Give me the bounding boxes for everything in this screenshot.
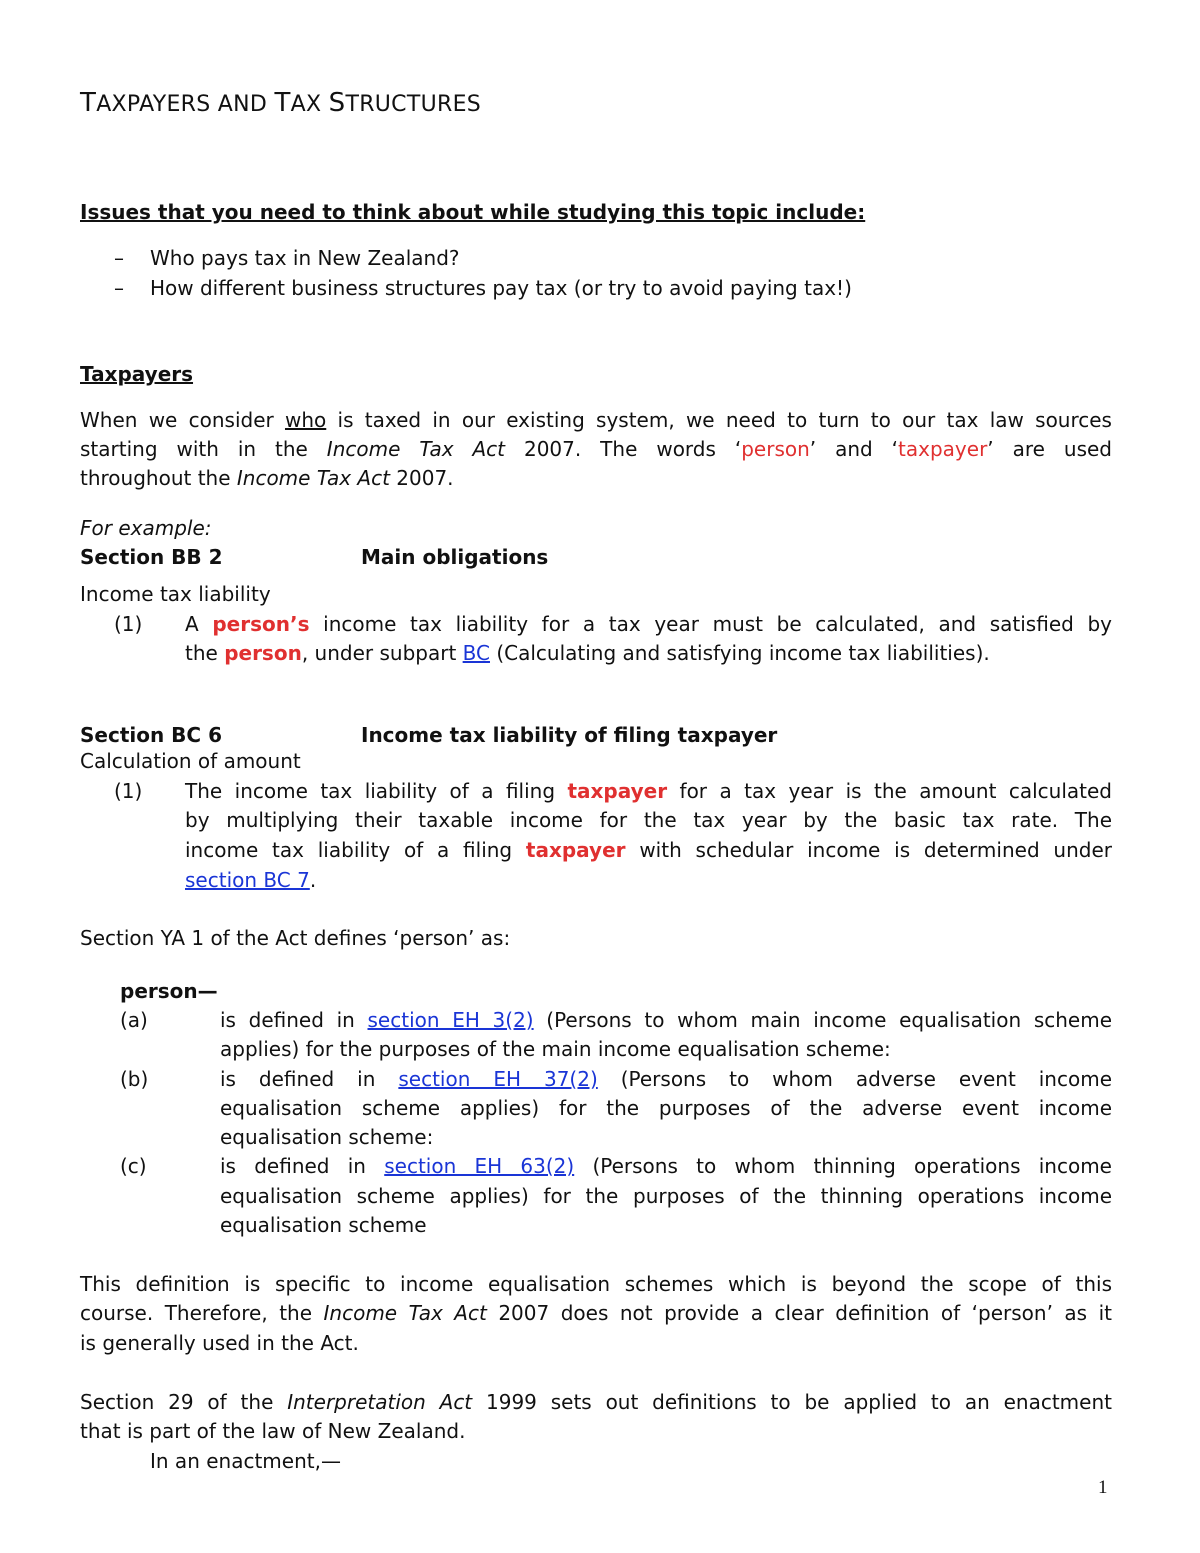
subsection-line: income tax liability of a filing taxpayer with schedular income is determined under: [185, 838, 1112, 862]
issue-item: Who pays tax in New Zealand?: [150, 246, 460, 270]
subsection-number: (1): [114, 612, 143, 636]
document-title: TAXPAYERS AND TAX STRUCTURES: [80, 88, 482, 118]
definition-label: (c): [120, 1154, 147, 1178]
section-bc6-subheading: Calculation of amount: [80, 749, 301, 773]
section-bb2-heading: Main obligations: [361, 545, 549, 569]
paragraph-line: Section 29 of the Interpretation Act 1999 sets out definitions to be applied to an enactment: [80, 1390, 1112, 1414]
issues-heading: Issues that you need to think about while studying this topic include:: [80, 200, 866, 224]
paragraph-line: is generally used in the Act.: [80, 1331, 359, 1355]
subsection-line: section BC 7.: [185, 868, 317, 892]
paragraph-line: that is part of the law of New Zealand.: [80, 1419, 466, 1443]
section-bb2-subheading: Income tax liability: [80, 582, 271, 606]
paragraph-line: When we consider who is taxed in our existing system, we need to turn to our tax law sources: [80, 408, 1112, 432]
subsection-number: (1): [114, 779, 143, 803]
definition-line: is defined in section EH 37(2) (Persons to whom adverse event income: [220, 1067, 1113, 1091]
section-eh3-link[interactable]: section EH 3(2): [367, 1008, 534, 1032]
page-number: 1: [1098, 1477, 1108, 1498]
section-eh63-link[interactable]: section EH 63(2): [384, 1154, 575, 1178]
issue-dash: –: [114, 276, 124, 300]
subsection-line: the person, under subpart BC (Calculating and satisfying income tax liabilities).: [185, 641, 990, 665]
definition-line: applies) for the purposes of the main income equalisation scheme:: [220, 1037, 891, 1061]
paragraph-line: course. Therefore, the Income Tax Act 2007 does not provide a clear definition of ‘person’ as it: [80, 1301, 1112, 1325]
issue-item: How different business structures pay tax (or try to avoid paying tax!): [150, 276, 852, 300]
definition-line: is defined in section EH 3(2) (Persons to whom main income equalisation scheme: [220, 1008, 1112, 1032]
section-bc6-number: Section BC 6: [80, 723, 222, 747]
ya1-intro: Section YA 1 of the Act defines ‘person’ as:: [80, 926, 511, 950]
definition-line: equalisation scheme:: [220, 1125, 434, 1149]
paragraph-line: throughout the Income Tax Act 2007.: [80, 466, 454, 490]
definition-line: equalisation scheme applies) for the purposes of the thinning operations income: [220, 1184, 1112, 1208]
paragraph-line: In an enactment,—: [150, 1449, 341, 1473]
for-example-label: For example:: [80, 516, 212, 540]
subsection-line: by multiplying their taxable income for the tax year by the basic tax rate. The: [185, 808, 1112, 832]
issue-dash: –: [114, 246, 124, 270]
document-page: [80, 0, 1112, 1553]
taxpayers-heading: Taxpayers: [80, 362, 194, 386]
definition-line: equalisation scheme applies) for the purposes of the adverse event income: [220, 1096, 1112, 1120]
subpart-bc-link[interactable]: BC: [462, 641, 490, 665]
paragraph-line: starting with in the Income Tax Act 2007. The words ‘person’ and ‘taxpayer’ are used: [80, 437, 1112, 461]
definition-line: is defined in section EH 63(2) (Persons to whom thinning operations income: [220, 1154, 1112, 1178]
section-bb2-number: Section BB 2: [80, 545, 223, 569]
definition-label: (a): [120, 1008, 148, 1032]
subsection-line: The income tax liability of a filing taxpayer for a tax year is the amount calculated: [185, 779, 1112, 803]
definition-term: person—: [120, 979, 218, 1003]
subsection-line: A person’s income tax liability for a tax year must be calculated, and satisfied by: [185, 612, 1113, 636]
paragraph-line: This definition is specific to income equalisation schemes which is beyond the scope of this: [80, 1272, 1112, 1296]
definition-label: (b): [120, 1067, 149, 1091]
definition-line: equalisation scheme: [220, 1213, 427, 1237]
section-bc6-heading: Income tax liability of filing taxpayer: [361, 723, 778, 747]
section-bc7-link[interactable]: section BC 7: [185, 868, 310, 892]
section-eh37-link[interactable]: section EH 37(2): [398, 1067, 598, 1091]
